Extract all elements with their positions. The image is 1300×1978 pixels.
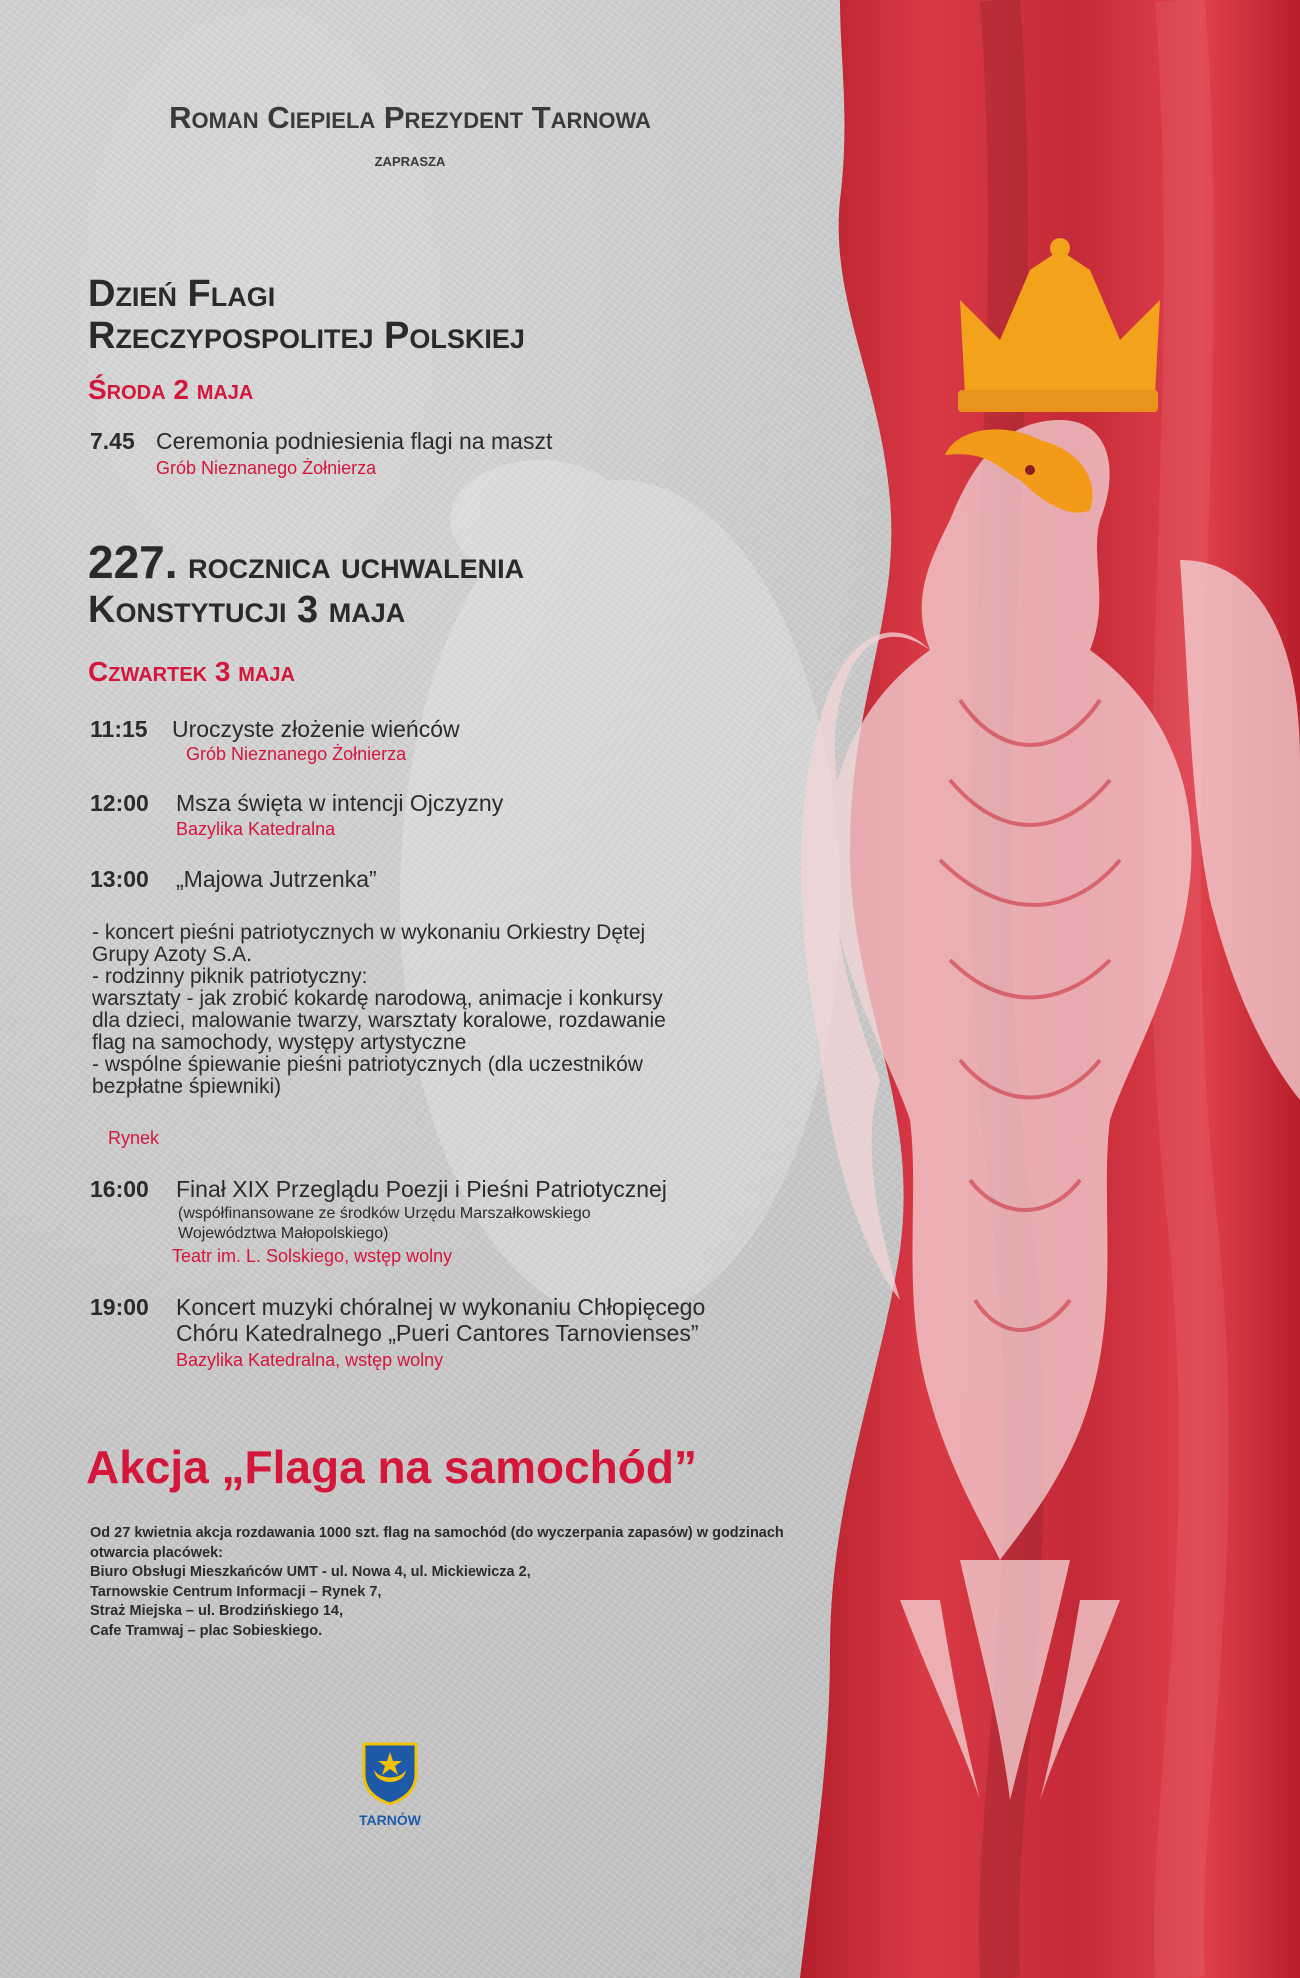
- event-location: Rynek: [108, 1128, 160, 1148]
- majowa-detail-line: - koncert pieśni patriotycznych w wykonaniu Orkiestry Dętej: [92, 921, 646, 944]
- event-location: Grób Nieznanego Żołnierza: [186, 744, 407, 764]
- event-time: 19:00: [90, 1294, 149, 1320]
- event-location: Teatr im. L. Solskiego, wstęp wolny: [172, 1246, 453, 1266]
- akcja-line: Biuro Obsługi Mieszkańców UMT - ul. Nowa 4, ul. Mickiewicza 2,: [90, 1564, 531, 1580]
- akcja-description: [90, 1524, 880, 1641]
- section2-title-line1: [88, 536, 525, 588]
- akcja-title: Akcja „Flaga na samochód”: [86, 1441, 697, 1493]
- section1-title-line1: Dzień Flagi: [88, 273, 276, 315]
- akcja-line: Od 27 kwietnia akcja rozdawania 1000 szt. flag na samochód (do wyczerpania zapasów) w godzinach: [90, 1525, 784, 1541]
- event-time: 7.45: [90, 428, 135, 454]
- event-time: 12:00: [90, 790, 149, 816]
- majowa-detail-line: - wspólne śpiewanie pieśni patriotycznych (dla uczestników: [92, 1053, 643, 1076]
- majowa-detail-line: warsztaty - jak zrobić kokardę narodową, animacje i konkursy: [92, 987, 663, 1010]
- akcja-line: otwarcia placówek:: [90, 1544, 223, 1561]
- section2-title-text: rocznica uchwalenia: [188, 545, 525, 587]
- tarnow-logo: [355, 1740, 425, 1828]
- majowa-detail-line: bezpłatne śpiewniki): [92, 1075, 282, 1098]
- event-time: 16:00: [90, 1176, 149, 1202]
- section2-title-num: 227.: [88, 536, 178, 588]
- majowa-detail-line: Grupy Azoty S.A.: [92, 943, 252, 966]
- event-title: Ceremonia podniesienia flagi na maszt: [156, 428, 553, 454]
- event-title: Uroczyste złożenie wieńców: [172, 716, 460, 742]
- akcja-line: Tarnowskie Centrum Informacji – Rynek 7,: [90, 1583, 382, 1600]
- event-note: Województwa Małopolskiego): [178, 1225, 389, 1242]
- invites-line: zaprasza: [374, 150, 446, 171]
- event-time: 11:15: [90, 716, 148, 742]
- section1-title-line2: Rzeczypospolitej Polskiej: [88, 315, 525, 357]
- section2-title-line2: Konstytucji 3 maja: [88, 589, 406, 631]
- event-location: Bazylika Katedralna, wstęp wolny: [176, 1350, 444, 1370]
- section2-day: Czwartek 3 maja: [88, 656, 295, 687]
- event-location: Grób Nieznanego Żołnierza: [156, 458, 377, 478]
- akcja-line: Straż Miejska – ul. Brodzińskiego 14,: [90, 1603, 344, 1619]
- event-time: 13:00: [90, 866, 149, 892]
- event-title: Koncert muzyki chóralnej w wykonaniu Chłopięcego: [176, 1294, 706, 1320]
- host-line: Roman Ciepiela Prezydent Tarnowa: [169, 100, 651, 135]
- majowa-detail-line: flag na samochody, występy artystyczne: [92, 1031, 467, 1054]
- event-note: (współfinansowane ze środków Urzędu Marszałkowskiego: [178, 1205, 591, 1222]
- tarnow-coat-of-arms-icon: [360, 1740, 420, 1806]
- majowa-detail-line: - rodzinny piknik patriotyczny:: [92, 965, 368, 988]
- section1-day: Środa 2 maja: [88, 374, 254, 405]
- event-title: „Majowa Jutrzenka”: [176, 866, 377, 892]
- event-title: Finał XIX Przeglądu Poezji i Pieśni Patriotycznej: [176, 1176, 667, 1202]
- logo-label: TARNÓW: [359, 1812, 421, 1828]
- event-location: Bazylika Katedralna: [176, 819, 336, 839]
- majowa-detail-line: dla dzieci, malowanie twarzy, warsztaty koralowe, rozdawanie: [92, 1009, 666, 1032]
- event-title-line2: Chóru Katedralnego „Pueri Cantores Tarnovienses”: [176, 1320, 699, 1346]
- akcja-line: Cafe Tramwaj – plac Sobieskiego.: [90, 1622, 323, 1639]
- event-title: Msza święta w intencji Ojczyzny: [176, 790, 504, 816]
